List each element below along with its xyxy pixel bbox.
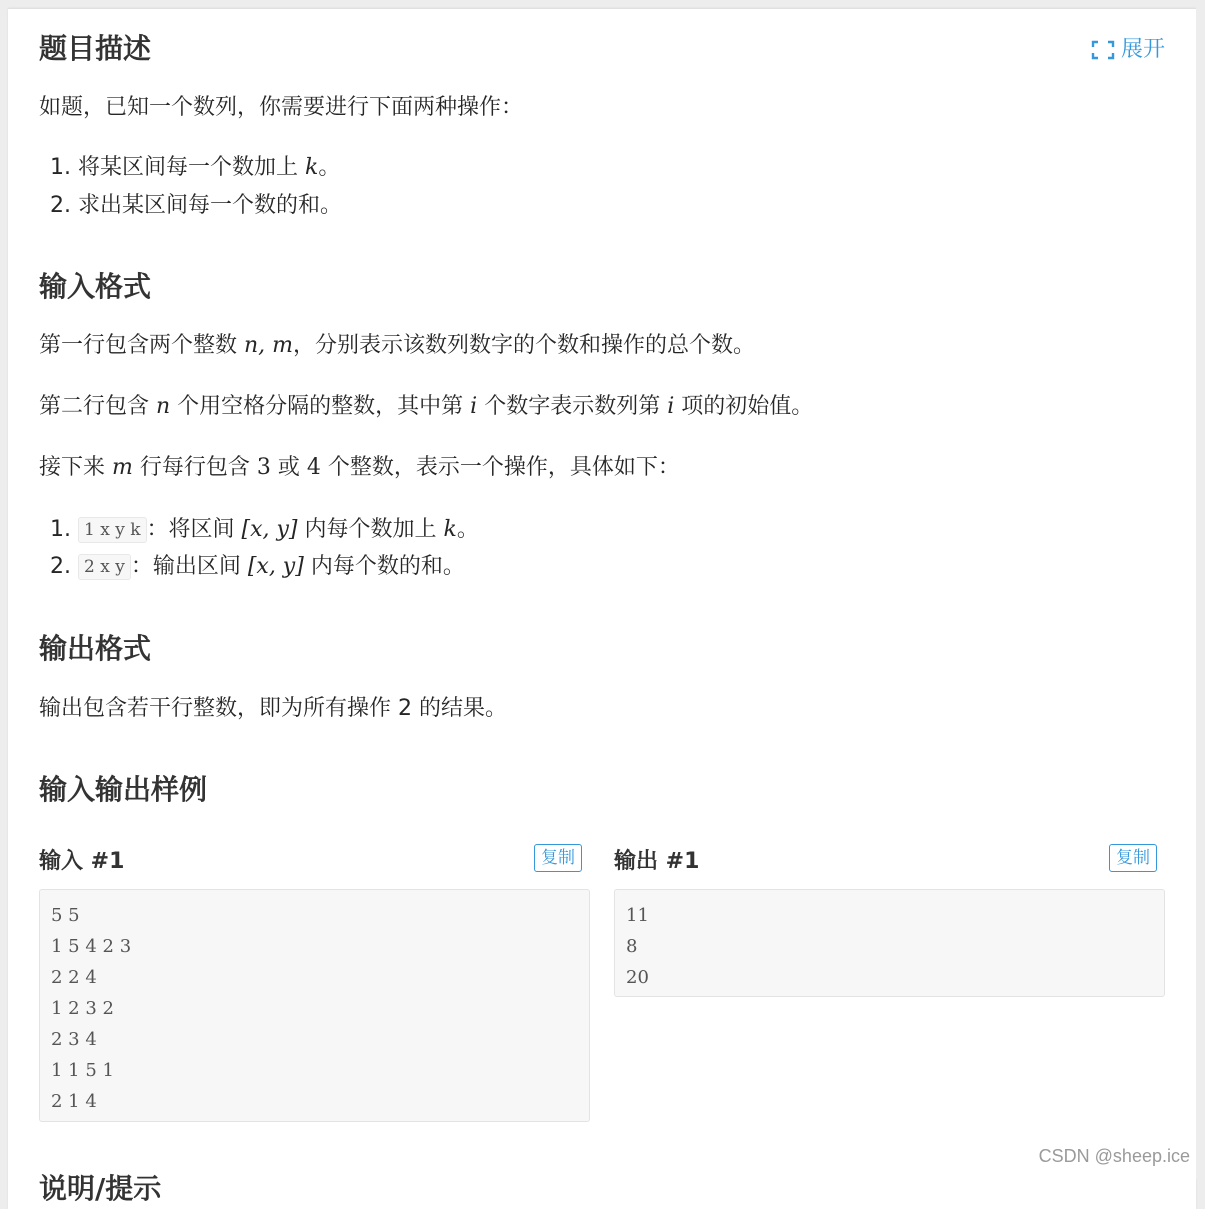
scrollbar[interactable] xyxy=(1196,0,1205,1179)
inline-code: 2 x y xyxy=(78,554,131,580)
section-title-hint: 说明/提示 xyxy=(39,1172,162,1205)
description-intro: 如题，已知一个数列，你需要进行下面两种操作： xyxy=(39,95,524,120)
input-format-line-2: 第二行包含 n 个用空格分隔的整数，其中第 i 个数字表示数列第 i 项的初始值。 xyxy=(39,394,814,419)
expand-button[interactable] xyxy=(1091,35,1165,65)
sample-input-text: 5 5 1 5 4 2 3 2 2 4 1 2 3 2 2 3 4 1 1 5 1 2 1 4 xyxy=(51,905,132,1112)
problem-card xyxy=(8,8,1196,1209)
output-format-text: 输出包含若干行整数，即为所有操作 2 的结果。 xyxy=(39,696,507,721)
section-title-description: 题目描述 xyxy=(39,32,152,65)
inline-code: 1 x y k xyxy=(78,517,147,543)
sample-output-box[interactable] xyxy=(614,889,1165,997)
section-title-samples: 输入输出样例 xyxy=(39,773,208,806)
section-title-output-format: 输出格式 xyxy=(39,632,152,665)
description-item-1: 1. 将某区间每一个数加上 k。 xyxy=(50,155,341,180)
expand-label: 展开 xyxy=(1120,37,1165,62)
sample-output-text: 11 8 20 xyxy=(626,905,649,988)
description-item-2: 2. 求出某区间每一个数的和。 xyxy=(50,193,343,218)
copy-input-button[interactable]: 复制 xyxy=(534,844,582,872)
operation-item-1: 1. 1 x y k ：将区间 [x, y] 内每个数加上 k。 xyxy=(50,517,479,542)
fullscreen-icon xyxy=(1091,40,1115,60)
sample-output-title: 输出 #1 xyxy=(614,849,700,874)
sample-input-box[interactable] xyxy=(39,889,590,1122)
copy-output-button[interactable]: 复制 xyxy=(1109,844,1157,872)
input-format-line-1: 第一行包含两个整数 n, m，分别表示该数列数字的个数和操作的总个数。 xyxy=(39,333,756,358)
watermark: CSDN @sheep.ice xyxy=(1038,1146,1190,1166)
operation-item-2: 2. 2 x y ：输出区间 [x, y] 内每个数的和。 xyxy=(50,554,465,579)
sample-input-title: 输入 #1 xyxy=(39,849,125,874)
section-title-input-format: 输入格式 xyxy=(39,270,152,303)
input-format-line-3: 接下来 m 行每行包含 3 或 4 个整数，表示一个操作，具体如下： xyxy=(39,455,680,480)
